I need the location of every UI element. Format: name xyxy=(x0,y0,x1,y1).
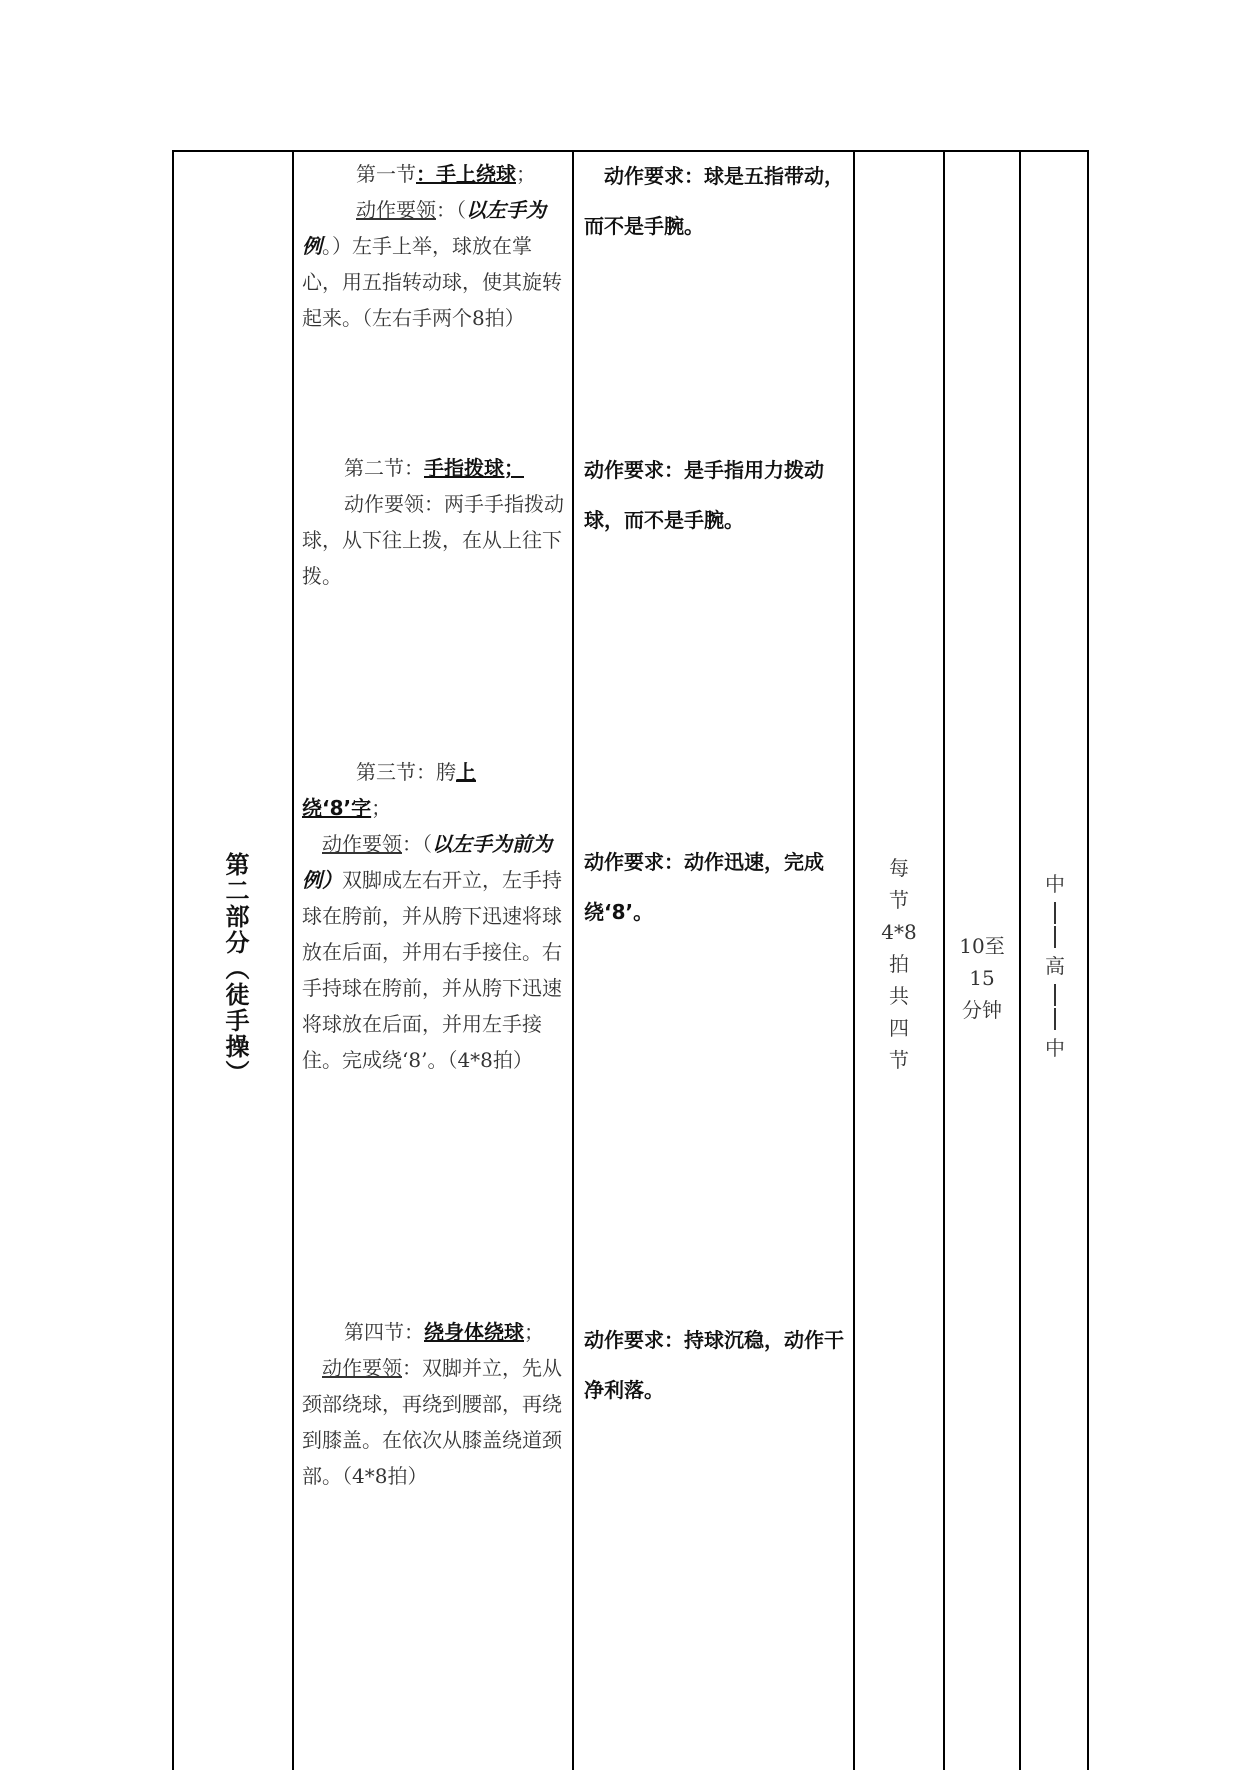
intensity-bottom: 中 xyxy=(1045,1036,1065,1060)
time-line: 15 xyxy=(969,966,995,990)
intensity-connector xyxy=(1054,984,1056,1006)
section-3-description xyxy=(302,754,564,1078)
section-4-title: 绕身体绕球 xyxy=(424,1320,524,1344)
intensity-connector xyxy=(1054,926,1056,948)
time-line: 分钟 xyxy=(962,998,1002,1022)
beats-line: 4*8 xyxy=(881,920,917,944)
column-divider xyxy=(292,152,294,1770)
section-3-example-note: 以左手为前为例） xyxy=(302,832,552,892)
column-divider xyxy=(853,152,855,1770)
column-divider xyxy=(1019,152,1021,1770)
section-2-body: 动作要领：两手手指拨动球，从下往上拨，在从上往下拨。 xyxy=(302,492,564,588)
section-4-requirement-text: 动作要求：持球沉稳，动作干净利落。 xyxy=(584,1328,844,1402)
time-column xyxy=(946,930,1018,1026)
section-1-requirement-text: 动作要求：球是五指带动，而不是手腕。 xyxy=(584,164,844,238)
section-3-body: 双脚成左右开立，左手持球在胯前，并从胯下迅速将球放在后面，并用右手接住。右手持球在胯前，并从胯下迅速将球放在后面，并用左手接住。完成绕‘8’。（4*8拍） xyxy=(302,868,562,1072)
section-1-suffix: ； xyxy=(516,162,536,186)
section-2-requirement-text: 动作要求：是手指用力拨动球，而不是手腕。 xyxy=(584,458,824,532)
section-1-title: ：手上绕球 xyxy=(416,162,516,186)
beats-line: 共 xyxy=(889,984,909,1008)
section-4-requirement xyxy=(584,1315,846,1415)
section-1-requirement xyxy=(584,151,846,251)
column-divider xyxy=(943,152,945,1770)
intensity-middle: 高 xyxy=(1045,954,1065,978)
section-1-example-note: 以左手为例 xyxy=(302,198,546,258)
lesson-plan-table xyxy=(172,150,1089,1770)
intensity-column xyxy=(1022,868,1088,1064)
beats-column xyxy=(856,852,942,1076)
section-2-requirement xyxy=(584,445,846,545)
section-4-essentials-label: 动作要领 xyxy=(322,1356,402,1380)
column-divider xyxy=(572,152,574,1770)
section-4-description xyxy=(302,1314,564,1494)
section-3-title: 上绕‘8’字 xyxy=(302,760,476,820)
section-2-prefix: 第二节： xyxy=(344,456,424,480)
section-1-prefix: 第一节 xyxy=(356,162,416,186)
section-1-body: 。）左手上举，球放在掌心，用五指转动球，使其旋转起来。（左右手两个8拍） xyxy=(302,234,562,330)
intensity-connector xyxy=(1054,902,1056,924)
section-3-requirement xyxy=(584,837,846,937)
section-4-prefix: 第四节： xyxy=(344,1320,424,1344)
section-3-requirement-text: 动作要求：动作迅速，完成绕‘8’。 xyxy=(584,850,824,924)
beats-line: 每 xyxy=(889,856,909,880)
section-1-essentials-label: 动作要领 xyxy=(356,198,436,222)
section-3-prefix: 第三节：胯 xyxy=(356,760,456,784)
intensity-top: 中 xyxy=(1045,872,1065,896)
part-label: 第二部分（徒手操） xyxy=(221,852,249,1086)
time-line: 10至 xyxy=(959,934,1005,958)
section-4-suffix: ； xyxy=(524,1320,544,1344)
beats-line: 拍 xyxy=(889,952,909,976)
beats-line: 节 xyxy=(889,1048,909,1072)
section-2-description xyxy=(302,450,564,594)
beats-line: 四 xyxy=(889,1016,909,1040)
section-1-essentials-colon: ：（ xyxy=(436,198,466,222)
section-3-essentials-colon: ：（ xyxy=(402,832,432,856)
section-2-title: 手指拨球； xyxy=(424,456,524,480)
section-3-suffix: ； xyxy=(371,796,392,820)
section-1-description xyxy=(302,156,564,336)
section-4-body: ：双脚并立，先从颈部绕球，再绕到腰部，再绕到膝盖。在依次从膝盖绕道颈部。（4*8拍） xyxy=(302,1356,562,1488)
beats-line: 节 xyxy=(889,888,909,912)
section-3-essentials-label: 动作要领 xyxy=(322,832,402,856)
intensity-connector xyxy=(1054,1008,1056,1030)
